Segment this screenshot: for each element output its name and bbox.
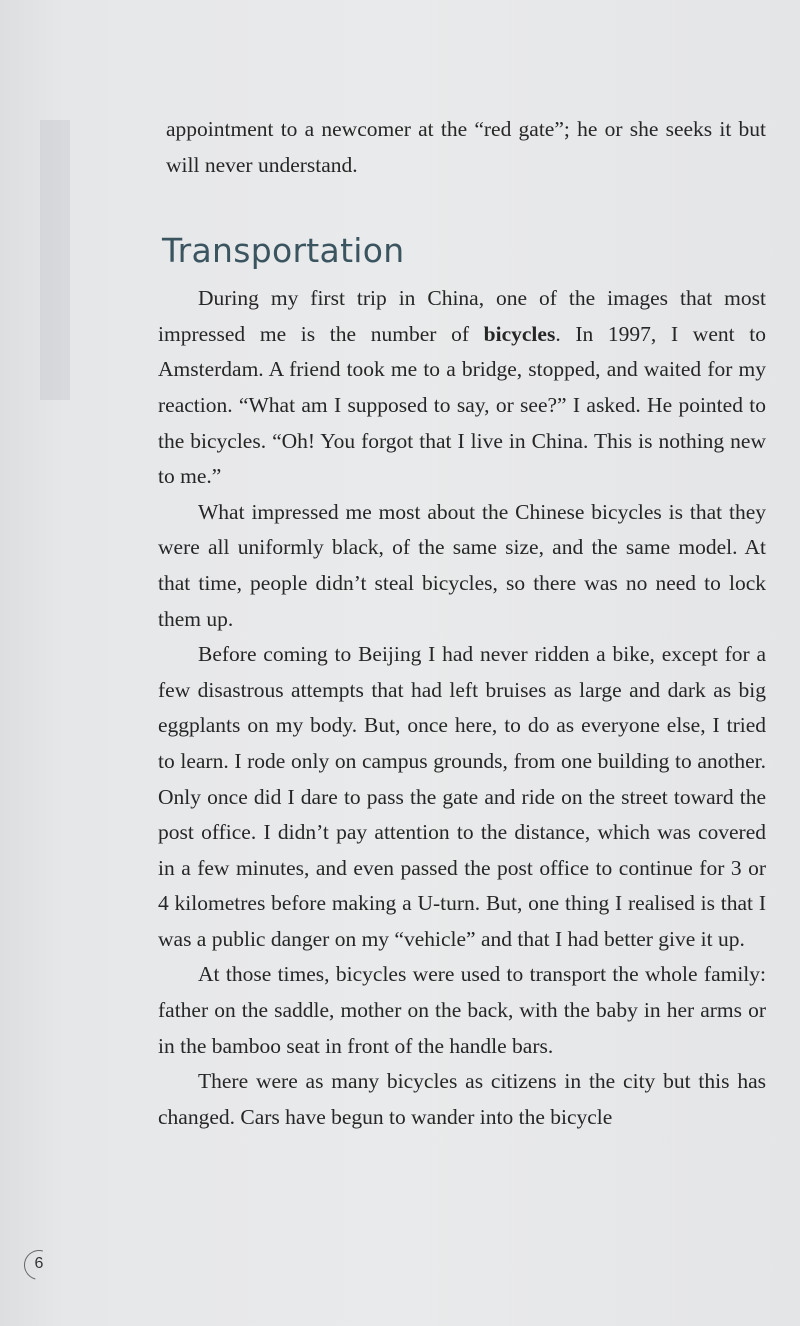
paragraph-1-before: During my first trip in China, one of the images that most impressed me is the number of [158, 286, 766, 346]
paragraph-5: There were as many bicycles as citizens in the city but this has changed. Cars have begun to wander into the bicycle [158, 1069, 766, 1129]
paragraph-2: What impressed me most about the Chinese bicycles is that they were all uniformly black, of the same size, and the same model. At that time, people didn’t steal bicycles, so there was no need to lock them up. [158, 499, 766, 631]
spine-shadow [40, 120, 70, 400]
paragraph-3: Before coming to Beijing I had never ridden a bike, except for a few disastrous attempts that had left bruises as large and dark as big eggplants on my body. But, once here, to do as everyone else, I tried to learn. I rode only on campus grounds, from one building to another. Only once did I dare to pass the gate and ride on the street toward the post office. I didn’t pay attention to the distance, which was covered in a few minutes, and even passed the post office to continue for 3 or 4 kilometres before making a U-turn. But, one thing I realised is that I was a public danger on my “vehicle” and that I had better give it up. [158, 642, 766, 951]
continued-paragraph: appointment to a newcomer at the “red gate”; he or she seeks it but will never understand. [166, 117, 766, 177]
page-body [158, 112, 766, 1135]
bold-term: bicycles [483, 321, 556, 346]
page-number: 6 [34, 1255, 44, 1272]
section-heading: Transportation [162, 231, 405, 271]
paragraph-4: At those times, bicycles were used to transport the whole family: father on the saddle, mother on the back, with the baby in her arms or in the bamboo seat in front of the handle bars. [158, 962, 766, 1058]
paragraph-1 [158, 281, 766, 495]
paragraph-1-after: . In 1997, I went to Amsterdam. A friend took me to a bridge, stopped, and waited for my reaction. “What am I supposed to say, or see?” I asked. He pointed to the bicycles. “Oh! You forgot that I live in China. This is nothing new to me.” [158, 321, 766, 489]
